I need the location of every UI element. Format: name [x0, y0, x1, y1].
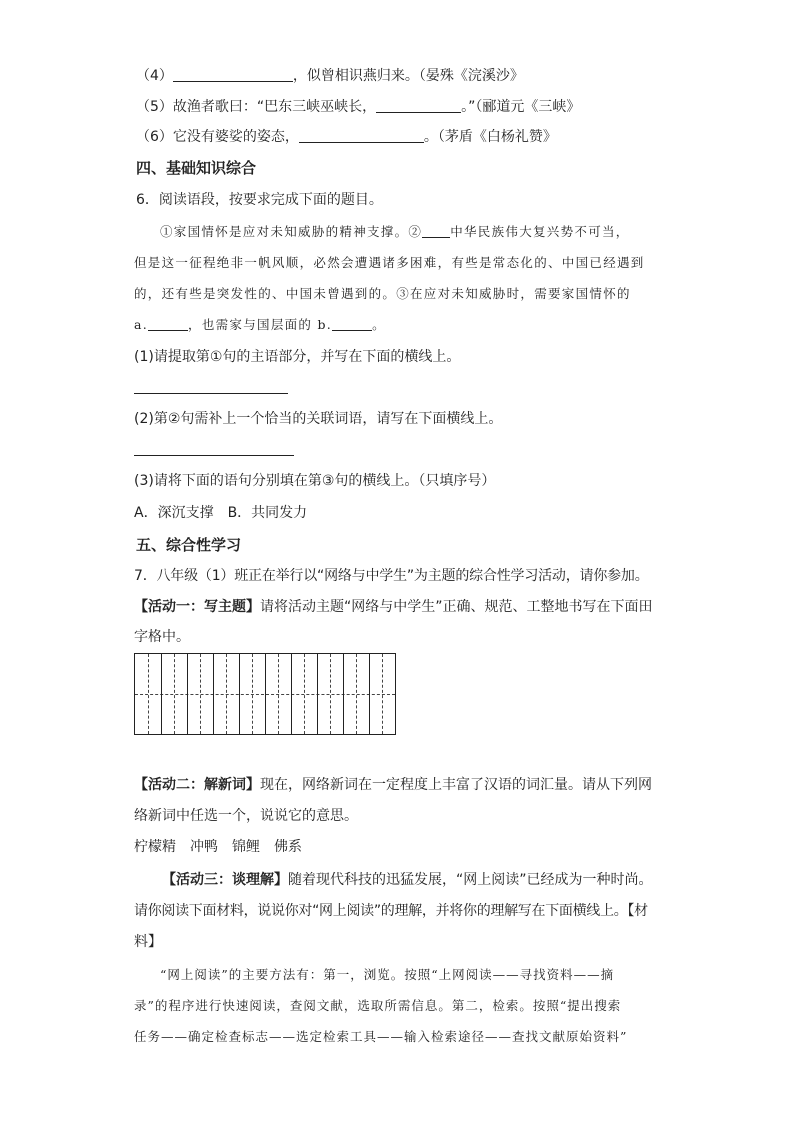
passage-line-2: 但是这一征程绝非一帆风顺，必然会遭遇诸多困难，有些是常态化的、中国已经遇到: [134, 255, 645, 270]
grid-dash: [200, 654, 201, 734]
activity-3-cont: 请你阅读下面材料，说说你对“网上阅读”的理解，并将你的理解写在下面横线上。【材: [134, 903, 648, 919]
grid-cell-divider: [369, 654, 370, 734]
q6-intro: 6．阅读语段，按要求完成下面的题目。: [136, 192, 383, 208]
passage-line-3: 的，还有些是突发性的、中国未曾遇到的。③在应对未知威胁时，需要家国情怀的: [134, 286, 631, 301]
passage-line-1: ①家国情怀是应对未知威胁的精神支撑。② 中华民族伟大复兴势不可当，: [160, 224, 630, 239]
activity-2: 【活动二：解新词】现在，网络新词在一定程度上丰富了汉语的词汇量。请从下列网: [134, 777, 652, 793]
grid-dash: [330, 654, 331, 734]
grid-cell-divider: [343, 654, 344, 734]
passage-blank-b[interactable]: [332, 330, 372, 331]
passage-blank-2[interactable]: [422, 237, 450, 238]
grid-dash: [278, 654, 279, 734]
material-line-3: 任务——确定检查标志——选定检索工具——输入检索途径——查找文献原始资料”: [134, 1029, 628, 1044]
tianzige-grid[interactable]: [134, 653, 396, 735]
passage-blank-a[interactable]: [148, 330, 188, 331]
sub-question-3: (3)请将下面的语句分别填在第③句的横线上。（只填序号）: [134, 473, 496, 489]
grid-dash: [174, 654, 175, 734]
material-line-1: “网上阅读”的主要方法有：第一，浏览。按照“上网阅读——寻找资料——摘: [160, 967, 615, 982]
answer-line-2[interactable]: [134, 455, 294, 456]
grid-dash: [252, 654, 253, 734]
grid-cell-divider: [291, 654, 292, 734]
passage-line-4: a. ，也需家与国层面的 b. 。: [134, 317, 386, 332]
activity-1: 【活动一：写主题】请将活动主题“网络与中学生”正确、规范、工整地书写在下面田: [134, 599, 653, 615]
activity-2-label: 【活动二：解新词】: [134, 777, 260, 793]
answer-blank-5[interactable]: [376, 112, 461, 113]
activity-1-label: 【活动一：写主题】: [134, 599, 260, 615]
options: A．深沉支撑 B．共同发力: [134, 505, 308, 521]
answer-blank-4[interactable]: [173, 81, 293, 82]
grid-dash: [304, 654, 305, 734]
sub-question-1: (1)请提取第①句的主语部分，并写在下面的横线上。: [134, 349, 461, 365]
grid-cell-divider: [239, 654, 240, 734]
material-line-2: 录”的程序进行快速阅读，查阅文献，选取所需信息。第二，检索。按照“提出搜索: [134, 998, 622, 1013]
answer-line-1[interactable]: [134, 393, 288, 394]
grid-cell-divider: [213, 654, 214, 734]
new-words: 柠檬精 冲鸭 锦鲤 佛系: [134, 839, 302, 855]
activity-3: 【活动三：谈理解】随着现代科技的迅猛发展，“网上阅读”已经成为一种时尚。: [162, 872, 653, 888]
poem-line-6: （6）它没有婆娑的姿态， 。（茅盾《白杨礼赞》: [136, 129, 557, 145]
grid-cell-divider: [317, 654, 318, 734]
answer-blank-6[interactable]: [299, 142, 424, 143]
activity-1-cont: 字格中。: [134, 629, 190, 645]
q7-intro: 7．八年级（1）班正在举行以“网络与中学生”为主题的综合性学习活动，请你参加。: [134, 568, 649, 584]
grid-dash: [356, 654, 357, 734]
grid-cell-divider: [161, 654, 162, 734]
section5-heading: 五、综合性学习: [136, 536, 242, 554]
poem-line-4: （4） ，似曾相识燕归来。（晏殊《浣溪沙》: [136, 68, 524, 84]
grid-dash: [382, 654, 383, 734]
activity-3-label: 【活动三：谈理解】: [162, 872, 288, 888]
activity-2-cont: 络新词中任选一个，说说它的意思。: [134, 808, 358, 824]
activity-3-cont2: 料】: [134, 934, 162, 950]
grid-dash: [226, 654, 227, 734]
sub-question-2: (2)第②句需补上一个恰当的关联词语，请写在下面横线上。: [134, 411, 503, 427]
section4-heading: 四、基础知识综合: [136, 159, 257, 177]
grid-dash: [148, 654, 149, 734]
poem-line-5: （5）故渔者歌曰：“巴东三峡巫峡长， 。”（郦道元《三峡》: [136, 99, 581, 115]
grid-cell-divider: [265, 654, 266, 734]
grid-cell-divider: [187, 654, 188, 734]
